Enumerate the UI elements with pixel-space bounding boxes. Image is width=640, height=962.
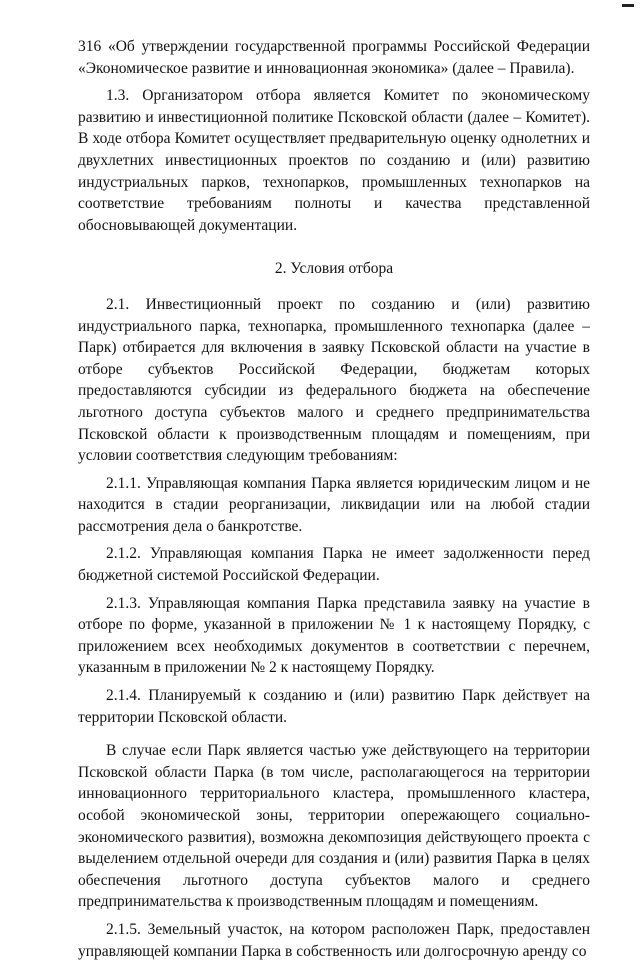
paragraph-2-1-4: 2.1.4. Планируемый к созданию и (или) развитию Парк действует на территории Псковской области. <box>78 687 590 726</box>
paragraph-2-1-1: 2.1.1. Управляющая компания Парка является юридическим лицом и не находится в стадии реорганизации, ликвидации или на любой стадии рассмотрения дела о банкротстве. <box>78 474 590 535</box>
paragraph-2-1: 2.1. Инвестиционный проект по созданию и (или) развитию индустриального парка, технопарка, промышленного технопарка (далее – Парк) отбирается для включения в заявку Псковской области на участие в отборе субъектов Российской Федерации, бюджетам которых предоставляются субсидии из федерального бюджета на обеспечение льготного доступа субъектов малого и среднего предпринимательства Псковской области к производственным площадям и помещениям, при условии соответствия следующим требованиям: <box>78 295 590 465</box>
document-page <box>78 36 590 962</box>
paragraph-2-1-2: 2.1.2. Управляющая компания Парка не имеет задолженности перед бюджетной системой Российской Федерации. <box>78 545 590 585</box>
paragraph-2-1-3: 2.1.3. Управляющая компания Парка представила заявку на участие в отборе по форме, указанной в приложении № 1 к настоящему Порядку, с приложением всех необходимых документов в соответствии с перечнем, указанным в приложении № 2 к настоящему Порядку. <box>78 594 590 677</box>
paragraph-continuation: 316 «Об утверждении государственной программы Российской Федерации «Экономическое развитие и инновационная экономика» (далее – Правила). <box>78 38 590 77</box>
scan-mark <box>622 4 634 7</box>
section-heading: 2. Условия отбора <box>274 260 394 278</box>
paragraph-1-3: 1.3. Организатором отбора является Комитет по экономическому развитию и инвестиционной политике Псковской области (далее – Комитет). В ходе отбора Комитет осуществляет предварительную оценку однолетних и двухлетних инвестиционных проектов по созданию и (или) развитию индустриальных парков, технопарков, промышленных технопарков на соответствие требованиям полноты и качества представленной обосновывающей документации. <box>78 87 590 234</box>
paragraph-2-1-5: 2.1.5. Земельный участок, на котором расположен Парк, предоставлен управляющей компании Парка в собственность или долгосрочную аренду со <box>78 920 590 960</box>
paragraph-park-decomposition: В случае если Парк является частью уже действующего на территории Псковской области Парка (в том числе, располагающегося на территории инновационного территориального кластера, промышленного кластера, особой экономической зоны, территории опережающего социально-экономического развития), возможна декомпозиция действующего проекта с выделением отдельной очереди для создания и (или) развития Парка в целях обеспечения льготного доступа субъектов малого и среднего предпринимательства к производственным площадям и помещениям. <box>78 742 590 911</box>
